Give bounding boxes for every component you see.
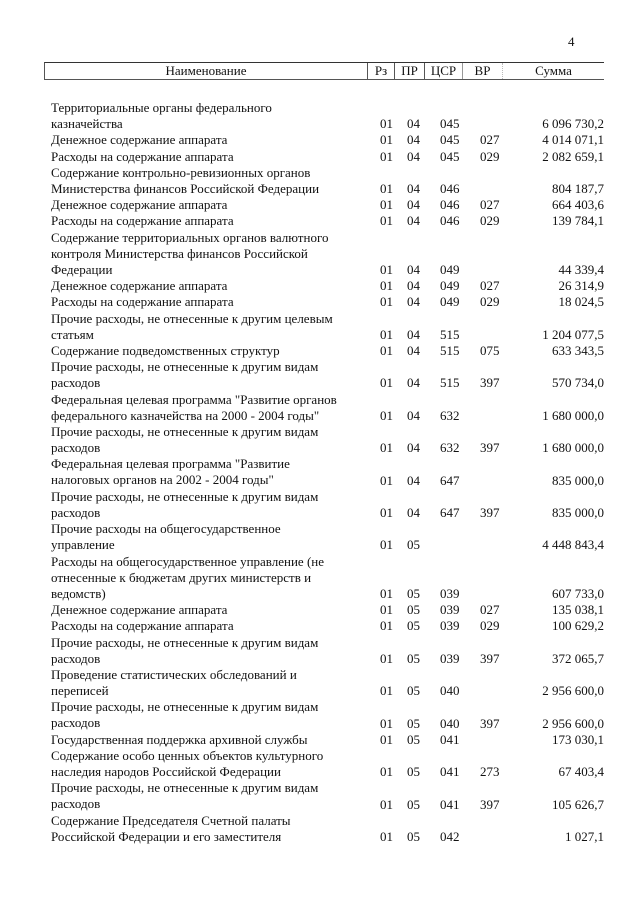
- row-name-line: Денежное содержание аппарата: [51, 602, 228, 618]
- row-name-line: Прочие расходы, не отнесенные к другим видам: [51, 780, 319, 796]
- row-pr: 04: [407, 116, 420, 132]
- row-sum: 1 027,1: [565, 828, 604, 844]
- row-name: [51, 521, 361, 553]
- row-vr: 075: [480, 343, 500, 358]
- table-row: [0, 149, 640, 165]
- row-name: [51, 392, 361, 424]
- table-row: [0, 311, 640, 343]
- table-row: [0, 554, 640, 603]
- row-sum: 2 956 600,0: [542, 715, 604, 731]
- row-rz: 01: [380, 472, 393, 488]
- row-rz: 01: [380, 650, 393, 666]
- row-pr: 04: [407, 440, 420, 456]
- row-csr: 040: [440, 715, 460, 731]
- table-row: [0, 699, 640, 731]
- table-row: [0, 667, 640, 699]
- page-number: 4: [568, 34, 575, 49]
- row-csr: 041: [440, 796, 460, 812]
- table-row: [0, 618, 640, 634]
- row-sum: 1 680 000,0: [542, 440, 604, 456]
- table-row: [0, 424, 640, 456]
- row-name: [51, 100, 361, 132]
- table-row: [0, 359, 640, 391]
- row-name-line: Министерства финансов Российской Федерации: [51, 180, 320, 196]
- row-name-line: ведомств): [51, 585, 106, 601]
- column-header-sum: Сумма: [535, 63, 572, 78]
- row-vr: 397: [480, 796, 500, 812]
- row-sum: 2 082 659,1: [542, 148, 604, 164]
- row-name-line: Прочие расходы, не отнесенные к другим видам: [51, 634, 319, 650]
- row-rz: 01: [380, 197, 393, 213]
- table-row: [0, 132, 640, 148]
- row-pr: 04: [407, 326, 420, 342]
- table-row: [0, 732, 640, 748]
- row-rz: 01: [380, 440, 393, 456]
- row-name: [51, 213, 361, 229]
- row-sum: 1 680 000,0: [542, 407, 604, 423]
- row-name-line: Расходы на содержание аппарата: [51, 213, 234, 229]
- row-vr: 397: [480, 375, 500, 391]
- row-name: [51, 149, 361, 165]
- row-sum: 372 065,7: [552, 650, 604, 666]
- row-name: [51, 618, 361, 634]
- row-sum: 570 734,0: [552, 375, 604, 391]
- row-csr: 040: [440, 683, 460, 699]
- row-sum: 2 956 600,0: [542, 683, 604, 699]
- row-name-line: Прочие расходы, не отнесенные к другим видам: [51, 488, 319, 504]
- row-pr: 04: [407, 197, 420, 213]
- row-pr: 04: [407, 407, 420, 423]
- row-rz: 01: [380, 261, 393, 277]
- row-pr: 05: [407, 602, 420, 618]
- row-sum: 44 339,4: [558, 261, 604, 277]
- row-name: [51, 343, 361, 359]
- row-rz: 01: [380, 326, 393, 342]
- table-row: [0, 294, 640, 310]
- table-row: [0, 602, 640, 618]
- row-name-line: Денежное содержание аппарата: [51, 278, 228, 294]
- row-csr: 046: [440, 213, 460, 229]
- row-csr: 515: [440, 326, 460, 342]
- row-pr: 04: [407, 278, 420, 294]
- row-sum: 139 784,1: [552, 213, 604, 229]
- row-vr: 027: [480, 197, 500, 213]
- row-name-line: Содержание контрольно-ревизионных органов: [51, 164, 311, 180]
- row-sum: 4 014 071,1: [542, 132, 604, 148]
- row-pr: 05: [407, 764, 420, 780]
- row-csr: 045: [440, 132, 460, 148]
- row-vr: 397: [480, 715, 500, 731]
- row-name-line: Содержание территориальных органов валютного: [51, 229, 329, 245]
- row-csr: 632: [440, 407, 460, 423]
- row-rz: 01: [380, 764, 393, 780]
- row-name: [51, 456, 361, 488]
- row-pr: 05: [407, 650, 420, 666]
- row-name-line: Денежное содержание аппарата: [51, 132, 228, 148]
- row-rz: 01: [380, 585, 393, 601]
- row-sum: 135 038,1: [552, 602, 604, 618]
- row-vr: 397: [480, 440, 500, 456]
- row-name: [51, 489, 361, 521]
- row-pr: 04: [407, 148, 420, 164]
- row-name-line: контроля Министерства финансов Российской: [51, 245, 308, 261]
- row-name-line: Прочие расходы, не отнесенные к другим целевым: [51, 310, 333, 326]
- row-csr: 039: [440, 650, 460, 666]
- row-name: [51, 294, 361, 310]
- row-name-line: Прочие расходы, не отнесенные к другим видам: [51, 699, 319, 715]
- row-name-line: Территориальные органы федерального: [51, 100, 272, 115]
- row-name-line: федерального казначейства на 2000 - 2004 годы": [51, 407, 320, 423]
- row-name: [51, 165, 361, 197]
- row-sum: 804 187,7: [552, 180, 604, 196]
- row-name: [51, 424, 361, 456]
- row-csr: 049: [440, 278, 460, 294]
- row-csr: 039: [440, 602, 460, 618]
- row-rz: 01: [380, 375, 393, 391]
- row-pr: 04: [407, 180, 420, 196]
- row-name-line: управление: [51, 537, 115, 553]
- row-vr: 397: [480, 650, 500, 666]
- row-vr: 029: [480, 618, 500, 634]
- row-name-line: Федеральная целевая программа "Развитие: [51, 456, 290, 472]
- row-rz: 01: [380, 213, 393, 229]
- row-name-line: Прочие расходы на общегосударственное: [51, 521, 281, 537]
- row-pr: 04: [407, 504, 420, 520]
- row-name: [51, 699, 361, 731]
- row-name: [51, 732, 361, 748]
- table-row: [0, 813, 640, 845]
- table-row: [0, 635, 640, 667]
- row-name: [51, 230, 361, 278]
- row-sum: 835 000,0: [552, 504, 604, 520]
- row-name-line: отнесенные к бюджетам других министерств и: [51, 569, 312, 585]
- row-name: [51, 278, 361, 294]
- row-name-line: Денежное содержание аппарата: [51, 197, 228, 213]
- row-pr: 04: [407, 343, 420, 358]
- row-sum: 26 314,9: [558, 278, 604, 294]
- row-csr: 039: [440, 618, 460, 634]
- row-name: [51, 748, 361, 780]
- row-sum: 18 024,5: [558, 294, 604, 310]
- row-vr: 273: [480, 764, 500, 780]
- table-row: [0, 343, 640, 359]
- row-rz: 01: [380, 602, 393, 618]
- row-pr: 05: [407, 828, 420, 844]
- row-rz: 01: [380, 683, 393, 699]
- row-name: [51, 311, 361, 343]
- table-row: [0, 100, 640, 132]
- table-row: [0, 456, 640, 488]
- row-name-line: Расходы на содержание аппарата: [51, 294, 234, 310]
- row-rz: 01: [380, 618, 393, 634]
- table-row: [0, 748, 640, 780]
- row-name-line: Проведение статистических обследований и: [51, 667, 297, 682]
- row-pr: 04: [407, 132, 420, 148]
- row-vr: 029: [480, 148, 500, 164]
- table-row: [0, 780, 640, 812]
- row-pr: 05: [407, 731, 420, 747]
- row-name-line: Федерации: [51, 261, 113, 277]
- column-header-rz: Рз: [368, 63, 395, 79]
- row-sum: 6 096 730,2: [542, 116, 604, 132]
- row-csr: 046: [440, 180, 460, 196]
- table-header: [44, 62, 604, 80]
- row-sum: 835 000,0: [552, 472, 604, 488]
- row-csr: 049: [440, 294, 460, 310]
- row-csr: 515: [440, 375, 460, 391]
- row-rz: 01: [380, 148, 393, 164]
- row-pr: 05: [407, 715, 420, 731]
- table-row: [0, 489, 640, 521]
- row-sum: 67 403,4: [558, 764, 604, 780]
- row-name-line: Российской Федерации и его заместителя: [51, 828, 282, 844]
- row-name-line: Расходы на содержание аппарата: [51, 148, 234, 164]
- table-row: [0, 165, 640, 197]
- row-csr: 632: [440, 440, 460, 456]
- row-name-line: налоговых органов на 2002 - 2004 годы": [51, 472, 274, 488]
- row-sum: 100 629,2: [552, 618, 604, 634]
- table-row: [0, 521, 640, 553]
- row-name-line: Федеральная целевая программа "Развитие органов: [51, 391, 337, 407]
- row-pr: 04: [407, 213, 420, 229]
- row-pr: 04: [407, 375, 420, 391]
- row-name-line: расходов: [51, 440, 101, 455]
- row-vr: 029: [480, 294, 500, 310]
- row-sum: 633 343,5: [552, 343, 604, 358]
- row-name: [51, 602, 361, 618]
- row-name-line: Расходы на общегосударственное управление (не: [51, 553, 325, 569]
- row-rz: 01: [380, 180, 393, 196]
- row-name-line: наследия народов Российской Федерации: [51, 764, 281, 779]
- row-rz: 01: [380, 731, 393, 747]
- row-vr: 029: [480, 213, 500, 229]
- row-pr: 04: [407, 261, 420, 277]
- table-row: [0, 197, 640, 213]
- row-name: [51, 359, 361, 391]
- row-name-line: переписей: [51, 683, 109, 698]
- row-vr: 027: [480, 602, 500, 618]
- row-pr: 05: [407, 585, 420, 601]
- row-csr: 046: [440, 197, 460, 213]
- row-name-line: Прочие расходы, не отнесенные к другим видам: [51, 424, 319, 439]
- row-rz: 01: [380, 278, 393, 294]
- row-csr: 045: [440, 148, 460, 164]
- column-header-pr: ПР: [395, 63, 425, 79]
- row-name-line: расходов: [51, 504, 101, 520]
- row-sum: 4 448 843,4: [542, 537, 604, 553]
- row-name-line: Содержание особо ценных объектов культурного: [51, 748, 324, 763]
- row-sum: 664 403,6: [552, 197, 604, 213]
- row-name: [51, 635, 361, 667]
- row-csr: 041: [440, 731, 460, 747]
- row-name: [51, 132, 361, 148]
- row-rz: 01: [380, 294, 393, 310]
- row-name-line: расходов: [51, 796, 101, 812]
- row-pr: 05: [407, 618, 420, 634]
- row-rz: 01: [380, 343, 393, 358]
- row-pr: 05: [407, 683, 420, 699]
- row-rz: 01: [380, 116, 393, 132]
- row-rz: 01: [380, 796, 393, 812]
- row-name-line: Содержание Председателя Счетной палаты: [51, 812, 291, 828]
- row-vr: 027: [480, 278, 500, 294]
- row-pr: 04: [407, 472, 420, 488]
- row-csr: 515: [440, 343, 460, 358]
- row-csr: 647: [440, 472, 460, 488]
- row-name-line: расходов: [51, 375, 101, 391]
- row-name: [51, 554, 361, 602]
- row-sum: 173 030,1: [552, 731, 604, 747]
- row-csr: 039: [440, 585, 460, 601]
- row-rz: 01: [380, 828, 393, 844]
- row-name-line: Прочие расходы, не отнесенные к другим видам: [51, 359, 319, 375]
- row-rz: 01: [380, 715, 393, 731]
- row-csr: 049: [440, 261, 460, 277]
- row-name: [51, 813, 361, 845]
- row-name-line: Содержание подведомственных структур: [51, 343, 280, 358]
- row-csr: 045: [440, 116, 460, 132]
- table-row: [0, 278, 640, 294]
- table-row: [0, 213, 640, 229]
- table-row: [0, 230, 640, 279]
- row-pr: 04: [407, 294, 420, 310]
- row-rz: 01: [380, 504, 393, 520]
- row-csr: 042: [440, 828, 460, 844]
- row-csr: 647: [440, 504, 460, 520]
- row-name-line: статьям: [51, 326, 94, 342]
- row-sum: 105 626,7: [552, 796, 604, 812]
- row-rz: 01: [380, 407, 393, 423]
- row-name-line: Государственная поддержка архивной службы: [51, 731, 308, 747]
- row-sum: 1 204 077,5: [542, 326, 604, 342]
- row-vr: 027: [480, 132, 500, 148]
- row-pr: 05: [407, 537, 420, 553]
- table-row: [0, 392, 640, 424]
- row-name-line: расходов: [51, 715, 101, 731]
- row-name: [51, 780, 361, 812]
- row-name: [51, 667, 361, 699]
- row-rz: 01: [380, 537, 393, 553]
- row-name-line: Расходы на содержание аппарата: [51, 618, 234, 634]
- row-rz: 01: [380, 132, 393, 148]
- row-pr: 05: [407, 796, 420, 812]
- column-header-name: Наименование: [45, 63, 368, 79]
- row-csr: 041: [440, 764, 460, 780]
- row-name-line: расходов: [51, 650, 101, 666]
- row-name-line: казначейства: [51, 116, 123, 131]
- row-vr: 397: [480, 504, 500, 520]
- row-name: [51, 197, 361, 213]
- column-header-vr: ВР: [463, 63, 503, 79]
- column-header-csr: ЦСР: [425, 63, 463, 79]
- row-sum: 607 733,0: [552, 585, 604, 601]
